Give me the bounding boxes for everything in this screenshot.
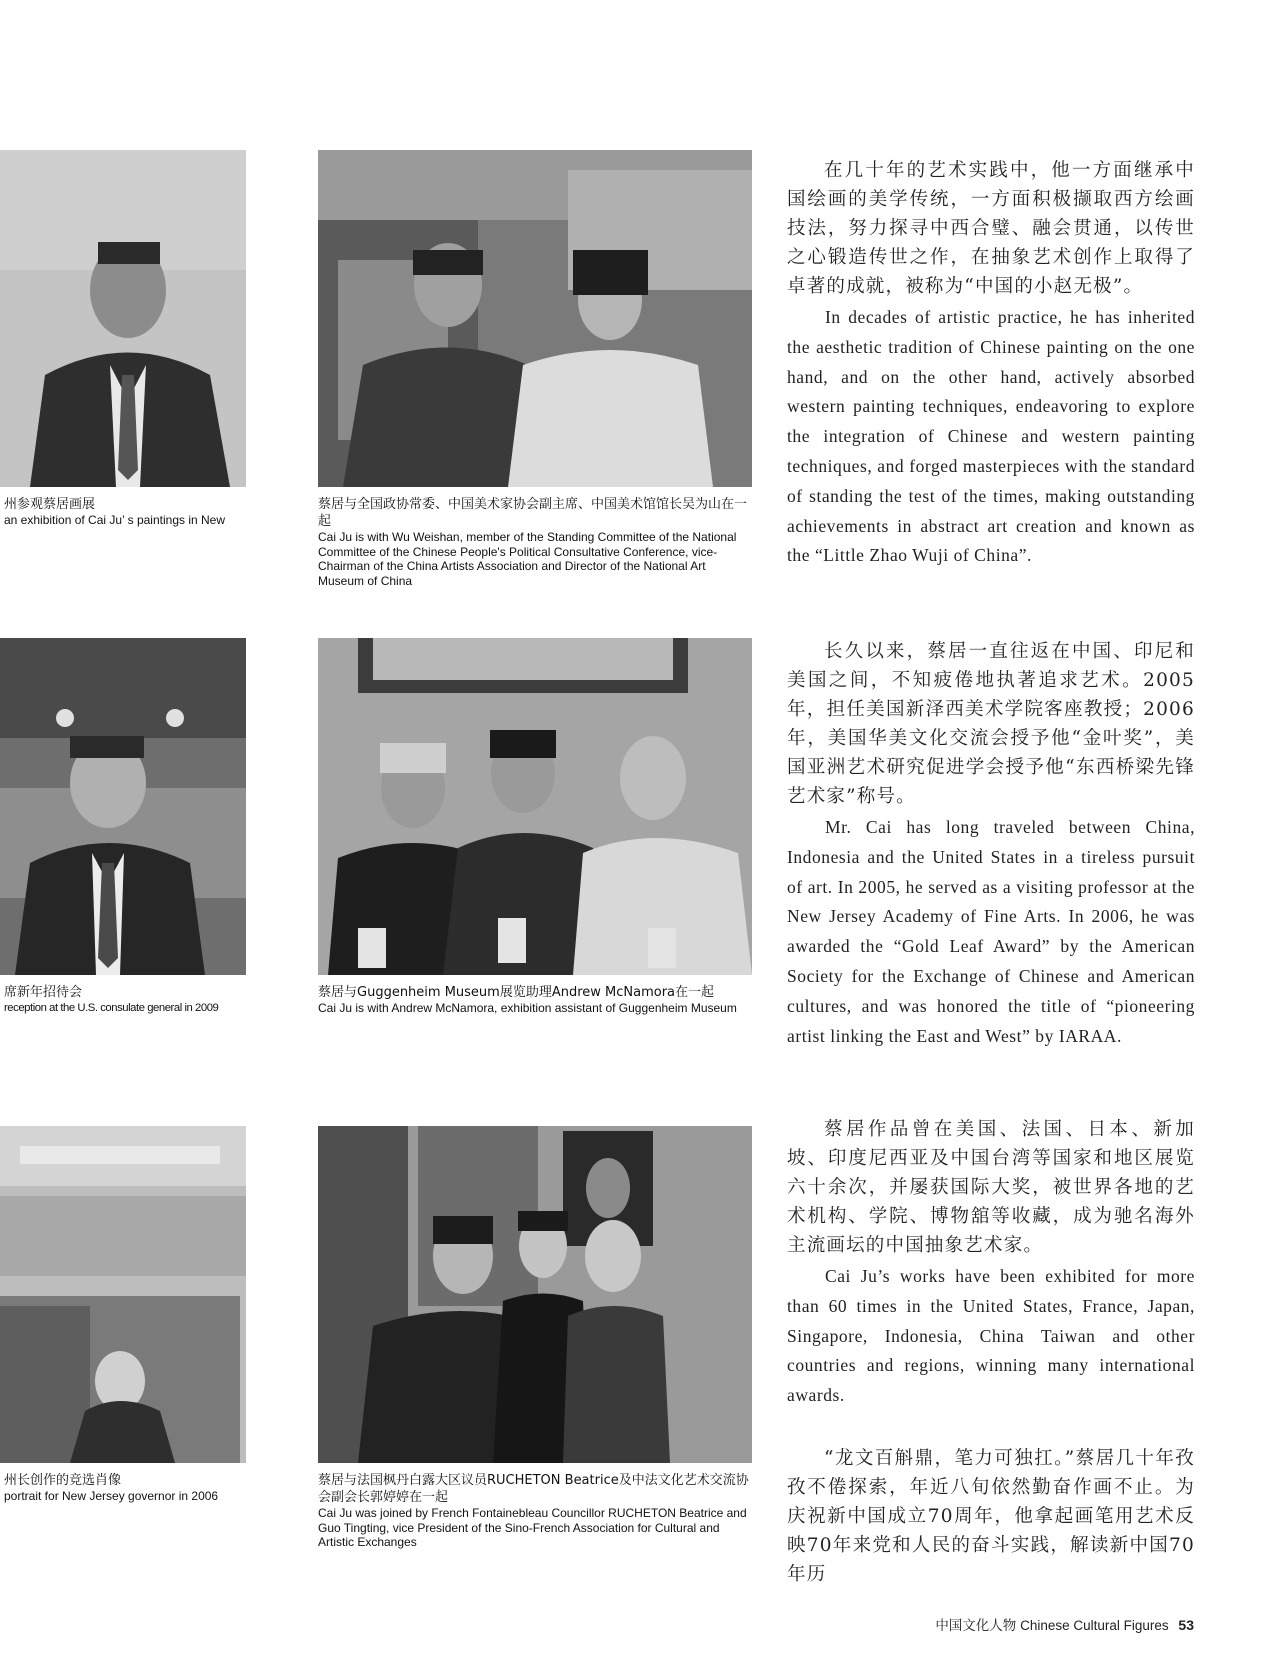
article-section-4 bbox=[787, 1444, 1195, 1589]
photo-cai-ju-wu-weishan bbox=[318, 150, 752, 487]
article-section-2 bbox=[787, 637, 1195, 1051]
page-number: 53 bbox=[1178, 1617, 1194, 1633]
caption-zh: 席新年招待会 bbox=[4, 985, 83, 1000]
caption-en: Cai Ju was joined by French Fontainebleau Councillor RUCHETON Beatrice and Guo Tingting, vice President of the Sino-French Association for Cultural and Artistic Exchanges bbox=[318, 1506, 747, 1549]
caption-cai-ju-wu-weishan bbox=[318, 496, 752, 588]
caption-zh: 州长创作的竞选肖像 bbox=[4, 1473, 122, 1488]
paragraph-zh: 蔡居作品曾在美国、法国、日本、新加坡、印度尼西亚及中国台湾等国家和地区展览六十余次，并屡获国际大奖，被世界各地的艺术机构、学院、博物舘等收藏，成为驰名海外主流画坛的中国抽象艺术家。 bbox=[787, 1119, 1195, 1256]
photo-cai-ju-mcnamora bbox=[318, 638, 752, 975]
caption-en: reception at the U.S. consulate general in 2009 bbox=[4, 1002, 219, 1014]
page-footer bbox=[935, 1614, 1194, 1634]
caption-zh: 州参观蔡居画展 bbox=[4, 497, 96, 512]
paragraph-en: Mr. Cai has long traveled between China, Indonesia and the United States in a tireless pursuit of art. In 2005, he served as a visiting professor at the New Jersey Academy of Fine Arts. In 2006, he was awarded the “Gold Leaf Award” by the American Society for the Exchange of Chinese and American cultures, and was honored the title of “pioneering artist linking the East and West” by IARAA. bbox=[787, 817, 1195, 1046]
photo-new-year-reception bbox=[0, 638, 246, 975]
paragraph-en: In decades of artistic practice, he has inherited the aesthetic tradition of Chinese painting on the one hand, and on the other hand, actively absorbed western painting techniques, endeavoring to explore the integration of Chinese and western painting techniques, and forged masterpieces with the standard of standing the test of the times, making outstanding achievements in abstract art creation and known as the “Little Zhao Wuji of China”. bbox=[787, 307, 1195, 566]
photo-cai-ju-rucheton-guo bbox=[318, 1126, 752, 1463]
caption-en: Cai Ju is with Andrew McNamora, exhibition assistant of Guggenheim Museum bbox=[318, 1001, 737, 1015]
caption-en: Cai Ju is with Wu Weishan, member of the Standing Committee of the National Committee of the Chinese People's Political Consultative Conference, vice-Chairman of the China Artists Association and Director of the National Art Museum of China bbox=[318, 530, 737, 588]
caption-zh: 蔡居与法国枫丹白露大区议员RUCHETON Beatrice及中法文化艺术交流协会副会长郭婷婷在一起 bbox=[318, 1473, 749, 1505]
caption-en: portrait for New Jersey governor in 2006 bbox=[4, 1489, 219, 1503]
paragraph-zh: 在几十年的艺术实践中，他一方面继承中国绘画的美学传统，一方面积极撷取西方绘画技法，努力探寻中西合璧、融会贯通，以传世之心锻造传世之作，在抽象艺术创作上取得了卓著的成就，被称为“中国的小赵无极”。 bbox=[787, 160, 1195, 297]
footer-magazine-en: Chinese Cultural Figures bbox=[1020, 1618, 1169, 1633]
footer-magazine-zh: 中国文化人物 bbox=[935, 1618, 1017, 1634]
photo-exhibition-visit bbox=[0, 150, 246, 487]
caption-new-year-reception bbox=[4, 984, 250, 1016]
caption-governor-portrait bbox=[4, 1472, 250, 1504]
paragraph-zh: “龙文百斛鼎，笔力可独扛。”蔡居几十年孜孜不倦探索，年近八旬依然勤奋作画不止。为庆祝新中国成立70周年，他拿起画笔用艺术反映70年来党和人民的奋斗实践，解读新中国70年历 bbox=[787, 1448, 1195, 1585]
caption-en: an exhibition of Cai Ju’ s paintings in New bbox=[4, 513, 226, 527]
caption-zh: 蔡居与Guggenheim Museum展览助理Andrew McNamora在一起 bbox=[318, 985, 715, 1000]
article-section-1 bbox=[787, 156, 1195, 571]
paragraph-zh: 长久以来，蔡居一直往返在中国、印尼和美国之间，不知疲倦地执著追求艺术。2005年，担任美国新泽西美术学院客座教授；2006年，美国华美文化交流会授予他“金叶奖”，美国亚洲艺术研究促进学会授予他“东西桥梁先锋艺术家”称号。 bbox=[787, 641, 1195, 807]
caption-cai-ju-mcnamora bbox=[318, 984, 752, 1016]
caption-zh: 蔡居与全国政协常委、中国美术家协会副主席、中国美术馆馆长吴为山在一起 bbox=[318, 497, 748, 529]
caption-cai-ju-rucheton-guo bbox=[318, 1472, 752, 1550]
paragraph-en: Cai Ju’s works have been exhibited for more than 60 times in the United States, France, Japan, Singapore, Indonesia, China Taiwan and other countries and regions, winning many international awards. bbox=[787, 1266, 1195, 1406]
article-section-3 bbox=[787, 1115, 1195, 1411]
photo-governor-portrait bbox=[0, 1126, 246, 1463]
caption-exhibition-visit bbox=[4, 496, 250, 528]
